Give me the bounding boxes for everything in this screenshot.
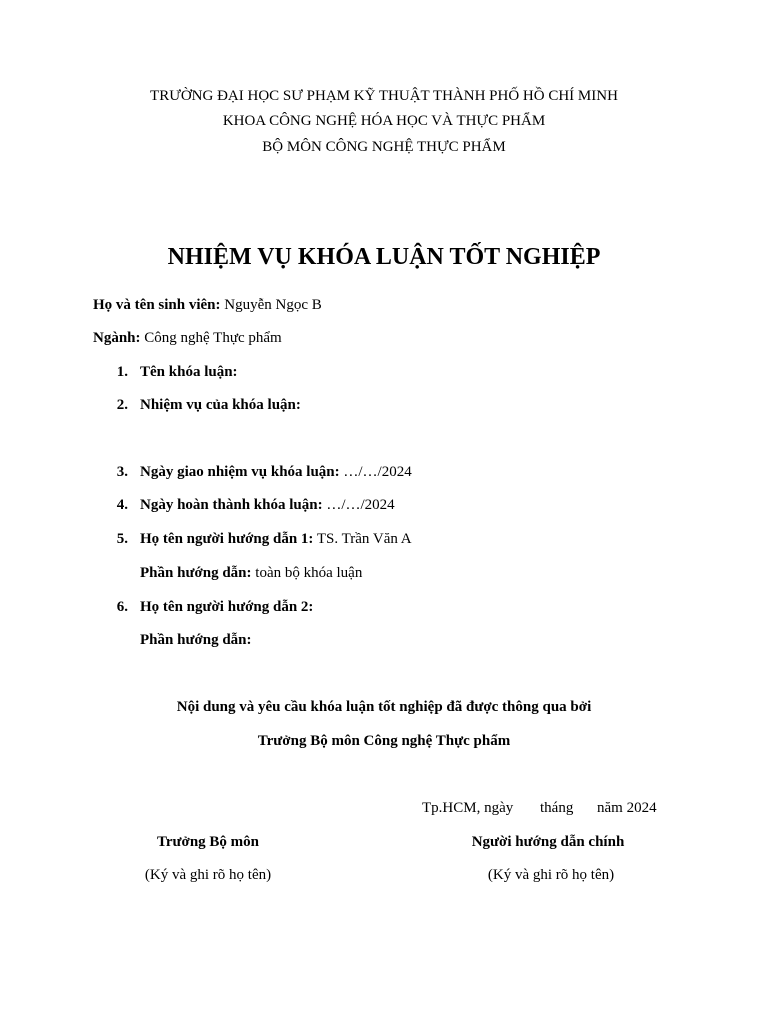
approval-line-1: Nội dung và yêu cầu khóa luận tốt nghiệp đã được thông qua bởi (176, 699, 592, 715)
department-name: BỘ MÔN CÔNG NGHỆ THỰC PHẨM (262, 139, 506, 155)
date-month: tháng (540, 800, 574, 816)
student-name-row (93, 296, 322, 314)
item-number: 1. (116, 364, 128, 380)
item-label: Họ tên người hướng dẫn 1: (140, 531, 314, 547)
major-row (93, 329, 282, 347)
item-assign-date (140, 463, 412, 481)
item-value: TS. Trần Văn A (316, 531, 412, 547)
item-sub-label: Phần hướng dẫn: (140, 565, 252, 581)
signature-left-title: Trưởng Bộ môn (156, 834, 260, 850)
item-label: Ngày giao nhiệm vụ khóa luận: (140, 464, 340, 480)
item-advisor-1 (140, 530, 412, 548)
university-name: TRƯỜNG ĐẠI HỌC SƯ PHẠM KỸ THUẬT THÀNH PHỐ HỒ CHÍ MINH (150, 88, 618, 104)
signature-right-title: Người hướng dẫn chính (471, 834, 625, 850)
item-advisor-2-scope (140, 631, 252, 649)
item-number: 3. (116, 464, 128, 480)
item-advisor-1-scope (140, 564, 362, 582)
item-number: 2. (116, 397, 128, 413)
faculty-name: KHOA CÔNG NGHỆ HÓA HỌC VÀ THỰC PHẨM (222, 113, 546, 129)
document-title: NHIỆM VỤ KHÓA LUẬN TỐT NGHIỆP (167, 244, 601, 270)
item-value: …/…/2024 (326, 497, 395, 513)
major-label: Ngành: (93, 330, 141, 346)
date-year: năm 2024 (597, 800, 657, 816)
date-place: Tp.HCM, ngày (422, 800, 514, 816)
item-number: 5. (116, 531, 128, 547)
item-sub-label: Phần hướng dẫn: (140, 632, 252, 648)
item-label: Nhiệm vụ của khóa luận: (140, 397, 301, 413)
item-number: 6. (116, 599, 128, 615)
signature-right-note: (Ký và ghi rõ họ tên) (487, 867, 615, 883)
student-name-value: Nguyễn Ngọc B (224, 297, 322, 313)
item-complete-date (140, 496, 395, 514)
major-value: Công nghệ Thực phẩm (144, 330, 282, 346)
student-name-label: Họ và tên sinh viên: (93, 297, 221, 313)
item-number: 4. (116, 497, 128, 513)
item-sub-value: toàn bộ khóa luận (255, 565, 363, 581)
item-advisor-2 (140, 598, 313, 616)
item-thesis-title (140, 363, 238, 381)
item-label: Họ tên người hướng dẫn 2: (140, 599, 314, 615)
item-value: …/…/2024 (343, 464, 412, 480)
item-thesis-tasks (140, 396, 301, 414)
signature-left-note: (Ký và ghi rõ họ tên) (144, 867, 272, 883)
item-label: Tên khóa luận: (140, 364, 238, 380)
approval-line-2: Trưởng Bộ môn Công nghệ Thực phẩm (257, 733, 511, 749)
item-label: Ngày hoàn thành khóa luận: (140, 497, 323, 513)
